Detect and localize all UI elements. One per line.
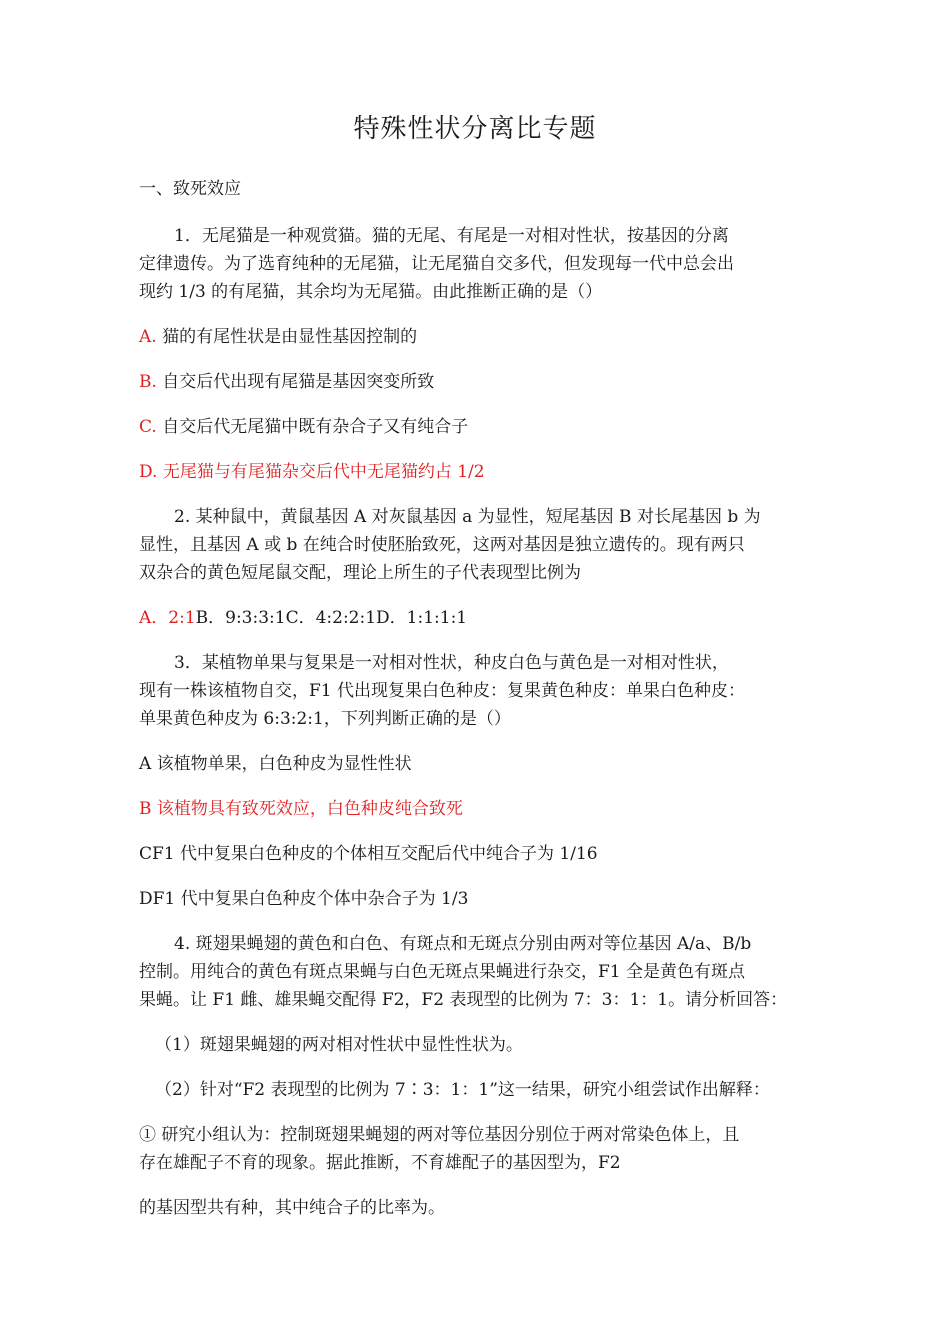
q3-option-d: DF1 代中复果白色种皮个体中杂合子为 1/3 [139, 889, 469, 909]
q3-line-2: 现有一株该植物自交，F1 代出现复果白色种皮：复果黄色种皮：单果白色种皮： [139, 681, 746, 701]
q2-line-1: 2. 某种鼠中，黄鼠基因 A 对灰鼠基因 a 为显性，短尾基因 B 对长尾基因 b 为 [174, 507, 761, 527]
q4-subquestion-1: （1）斑翅果蝇翅的两对相对性状中显性性状为。 [155, 1035, 523, 1055]
option-letter: C. [139, 417, 157, 437]
section-heading: 一、致死效应 [139, 179, 241, 199]
q3-option-b: B 该植物具有致死效应，白色种皮纯合致死 [139, 799, 463, 819]
q4-part1-line-3: 的基因型共有种，其中纯合子的比率为。 [139, 1198, 445, 1218]
page-title: 特殊性状分离比专题 [353, 114, 597, 144]
q1-line-1: 1．无尾猫是一种观赏猫。猫的无尾、有尾是一对相对性状，按基因的分离 [174, 226, 729, 246]
q3-option-a: A 该植物单果，白色种皮为显性性状 [139, 754, 412, 774]
q3-line-1: 3．某植物单果与复果是一对相对性状，种皮白色与黄色是一对相对性状， [174, 653, 729, 673]
q1-option-c [139, 416, 819, 438]
q4-subquestion-2: （2）针对“F2 表现型的比例为 7∶3：1：1”这一结果，研究小组尝试作出解释： [155, 1080, 770, 1100]
q4-part1-line-2: 存在雄配子不育的现象。据此推断，不育雄配子的基因型为，F2 [139, 1153, 621, 1173]
q2-line-2: 显性，且基因 A 或 b 在纯合时使胚胎致死，这两对基因是独立遗传的。现有两只 [139, 535, 745, 555]
q2-answers [139, 607, 819, 629]
q2-line-3: 双杂合的黄色短尾鼠交配，理论上所生的子代表现型比例为 [139, 563, 581, 583]
option-letter: A. [139, 327, 157, 347]
q1-option-d: D. 无尾猫与有尾猫杂交后代中无尾猫约占 1/2 [139, 462, 485, 482]
q3-option-c: CF1 代中复果白色种皮的个体相互交配后代中纯合子为 1/16 [139, 844, 598, 864]
q1-option-b [139, 371, 819, 393]
q4-line-2: 控制。用纯合的黄色有斑点果蝇与白色无斑点果蝇进行杂交，F1 全是黄色有斑点 [139, 962, 746, 982]
option-text: 自交后代无尾猫中既有杂合子又有纯合子 [156, 417, 469, 437]
q3-line-3: 单果黄色种皮为 6:3:2:1，下列判断正确的是（） [139, 709, 511, 729]
option-text: 自交后代出现有尾猫是基因突变所致 [156, 372, 435, 392]
q1-option-a [139, 326, 819, 348]
q4-part1-line-1: ① 研究小组认为：控制斑翅果蝇翅的两对等位基因分别位于两对常染色体上，且 [139, 1125, 740, 1145]
q2-answer-others: B．9:3:3:1C．4:2:2:1D．1:1:1:1 [195, 608, 468, 628]
option-text: 猫的有尾性状是由显性基因控制的 [156, 327, 418, 347]
q2-answer-correct: A．2:1 [139, 608, 196, 628]
q4-line-3: 果蝇。让 F1 雌、雄果蝇交配得 F2，F2 表现型的比例为 7：3：1：1。请分析回答： [139, 990, 788, 1010]
q4-line-1: 4. 斑翅果蝇翅的黄色和白色、有斑点和无斑点分别由两对等位基因 A/a、B/b [174, 934, 752, 954]
q1-line-3: 现约 1/3 的有尾猫，其余均为无尾猫。由此推断正确的是（） [139, 282, 603, 302]
q1-line-2: 定律遗传。为了选育纯种的无尾猫，让无尾猫自交多代，但发现每一代中总会出 [139, 254, 734, 274]
option-letter: B. [139, 372, 157, 392]
